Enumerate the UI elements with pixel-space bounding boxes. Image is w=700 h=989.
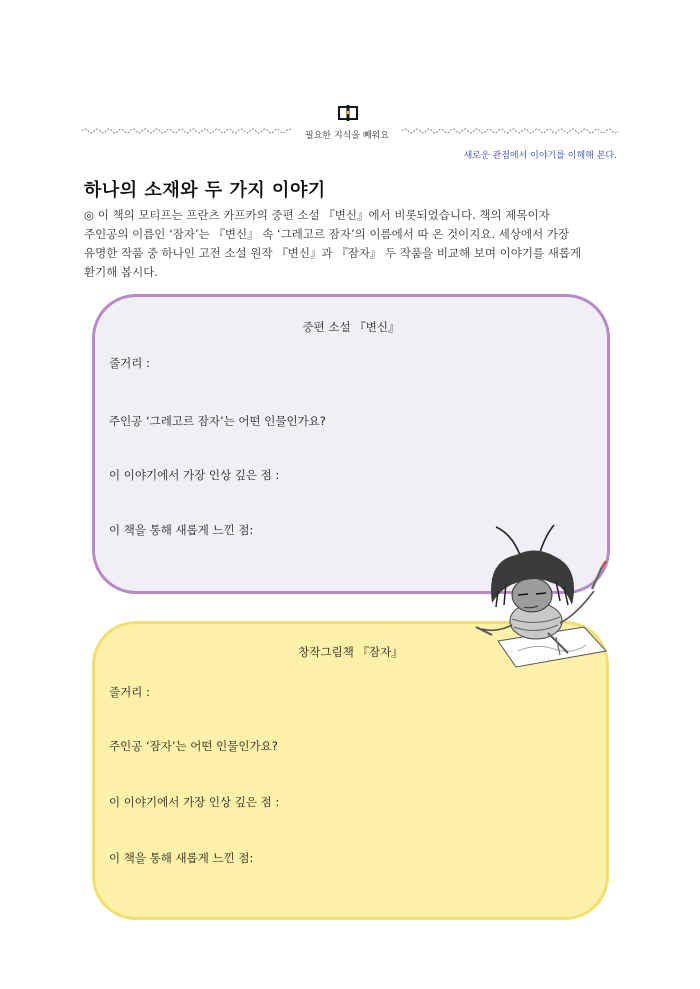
- card-title: 창작그림책 『잠자』: [298, 645, 403, 659]
- section-label: 필요한 지식을 빼워요: [305, 131, 389, 141]
- plot-prompt: 줄거리 :: [109, 685, 150, 699]
- card-title: 중편 소설 『변신』: [302, 320, 400, 334]
- impression-prompt: 이 이야기에서 가장 인상 깊은 점 :: [109, 795, 280, 809]
- character-prompt: 주인공 ‘잠자’는 어떤 인물인가요?: [109, 739, 278, 753]
- plot-prompt: 줄거리 :: [109, 356, 150, 370]
- character-prompt: 주인공 ‘그레고르 잠자’는 어떤 인물인가요?: [109, 414, 326, 428]
- new-insight-prompt: 이 책을 통해 새롭게 느낀 점:: [109, 851, 254, 865]
- insect-character-illustration: [456, 521, 616, 673]
- decorative-divider-left: [82, 124, 294, 136]
- page-title: 하나의 소재와 두 가지 이야기: [84, 180, 326, 201]
- intro-paragraph: [84, 206, 624, 282]
- intro-line: 주인공의 이름인 ‘잠자’는 『변신』 속 ‘그레고르 잠자’의 이름에서 따 온 것이지요. 세상에서 가장: [84, 227, 570, 241]
- new-insight-prompt: 이 책을 통해 새롭게 느낀 점:: [109, 523, 254, 537]
- impression-prompt: 이 이야기에서 가장 인상 깊은 점 :: [109, 468, 280, 482]
- decorative-divider-right: [402, 124, 618, 136]
- intro-line: ◎ 이 책의 모티프는 프란츠 카프카의 중편 소설 『변신』에서 비롯되었습니다. 책의 제목이자: [84, 208, 550, 222]
- intro-line: 환기해 봅시다.: [84, 265, 158, 279]
- book-icon: [337, 104, 359, 122]
- subtitle: 새로운 관점에서 이야기를 이해해 본다.: [463, 151, 617, 161]
- intro-line: 유명한 작품 중 하나인 고전 소설 원작 『변신』과 『잠자』 두 작품을 비교해 보며 이야기를 새롭게: [84, 246, 582, 260]
